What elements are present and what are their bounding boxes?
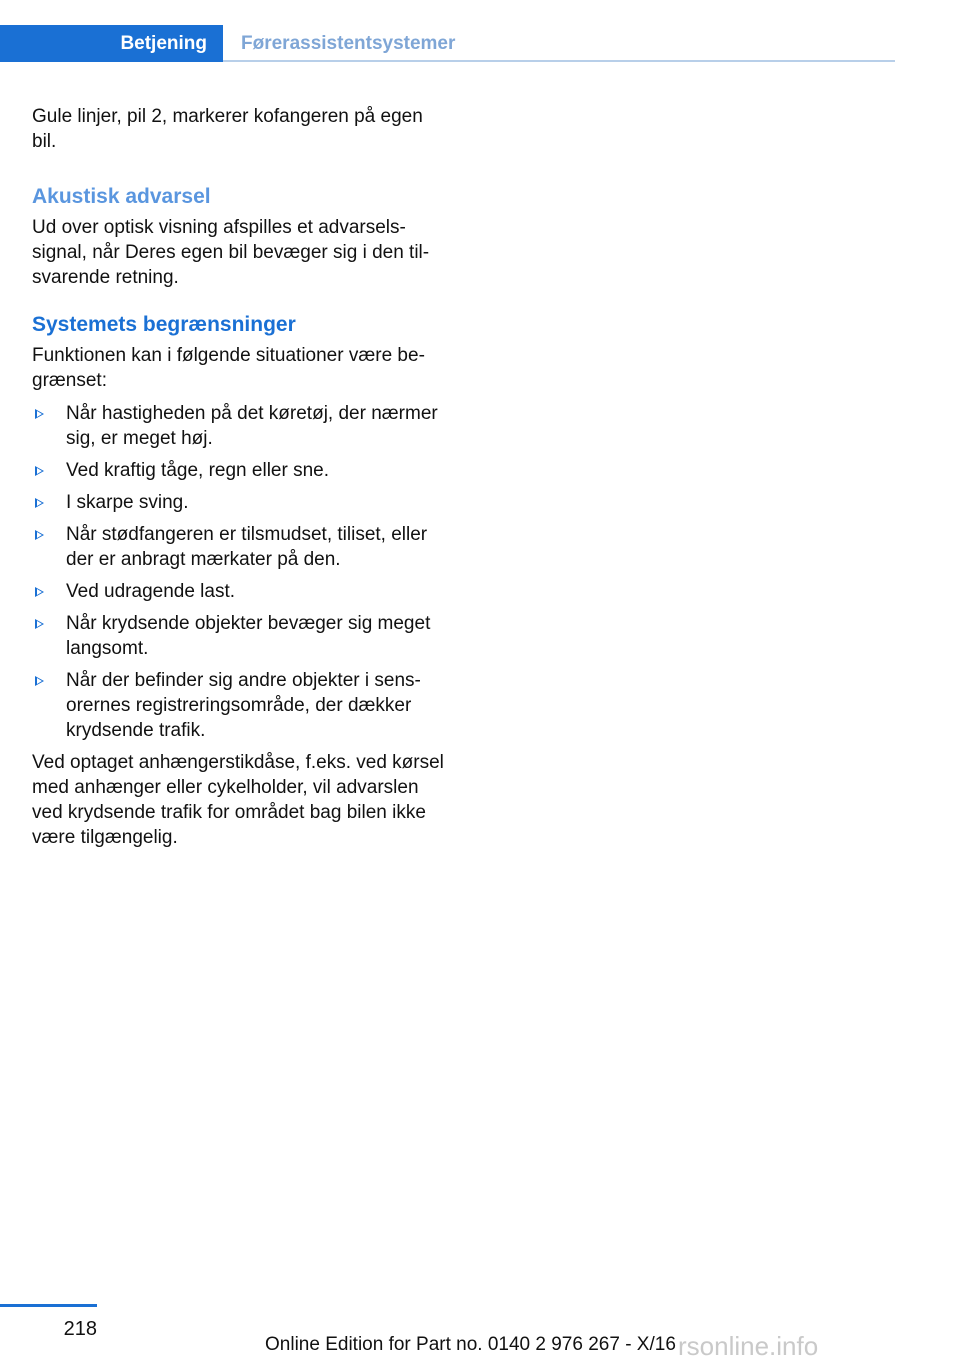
intro-paragraph: Gule linjer, pil 2, markerer kofangeren på egen bil. [32,106,423,152]
list-item-text: Når hastigheden på det køretøj, der nærmer sig, er meget høj. [66,403,438,449]
list-item [32,458,452,483]
list-item [32,401,452,451]
list-item-text: Når der befinder sig andre objekter i sensorernes registreringsområde, der dækker krydsende trafik. [66,670,421,741]
list-item [32,579,452,604]
limitations-intro: Funktionen kan i følgende situationer være begrænset: [32,345,425,391]
list-item [32,522,452,572]
edition-text: Online Edition for Part no. 0140 2 976 267 - X/16 [265,1334,676,1355]
list-item-text: Når krydsende objekter bevæger sig meget langsomt. [66,613,431,659]
watermark: rsonline.info [678,1331,819,1361]
footer-divider [0,1304,97,1307]
closing-paragraph: Ved optaget anhængerstikdåse, f.eks. ved kørsel med anhænger eller cykelholder, vil advarslen ved krydsende trafik for området bag bilen ikke være tilgængelig. [32,752,444,848]
triangle-bullet-icon [35,498,44,508]
triangle-bullet-icon [35,530,44,540]
list-item [32,668,452,743]
triangle-bullet-icon [35,619,44,629]
triangle-bullet-icon [35,466,44,476]
heading-akustisk-advarsel: Akustisk advarsel [32,185,211,208]
heading-systemets-begraensninger: Systemets begrænsninger [32,313,296,336]
header-divider [223,60,895,62]
list-item [32,611,452,661]
triangle-bullet-icon [35,409,44,419]
page-content [32,104,452,850]
limitations-list [32,401,452,743]
header-section-title: Førerassistentsystemer [241,33,456,54]
list-item [32,490,452,515]
header-tab-betjening: Betjening [0,25,223,62]
list-item-text: I skarpe sving. [66,492,189,513]
page-number: 218 [63,1318,97,1340]
list-item-text: Når stødfangeren er tilsmudset, tiliset, eller der er anbragt mærkater på den. [66,524,428,570]
akustisk-advarsel-text: Ud over optisk visning afspilles et advarselssignal, når Deres egen bil bevæger sig i den tilsvarende retning. [32,217,430,288]
triangle-bullet-icon [35,676,44,686]
triangle-bullet-icon [35,587,44,597]
list-item-text: Ved kraftig tåge, regn eller sne. [66,460,329,481]
list-item-text: Ved udragende last. [66,581,236,602]
